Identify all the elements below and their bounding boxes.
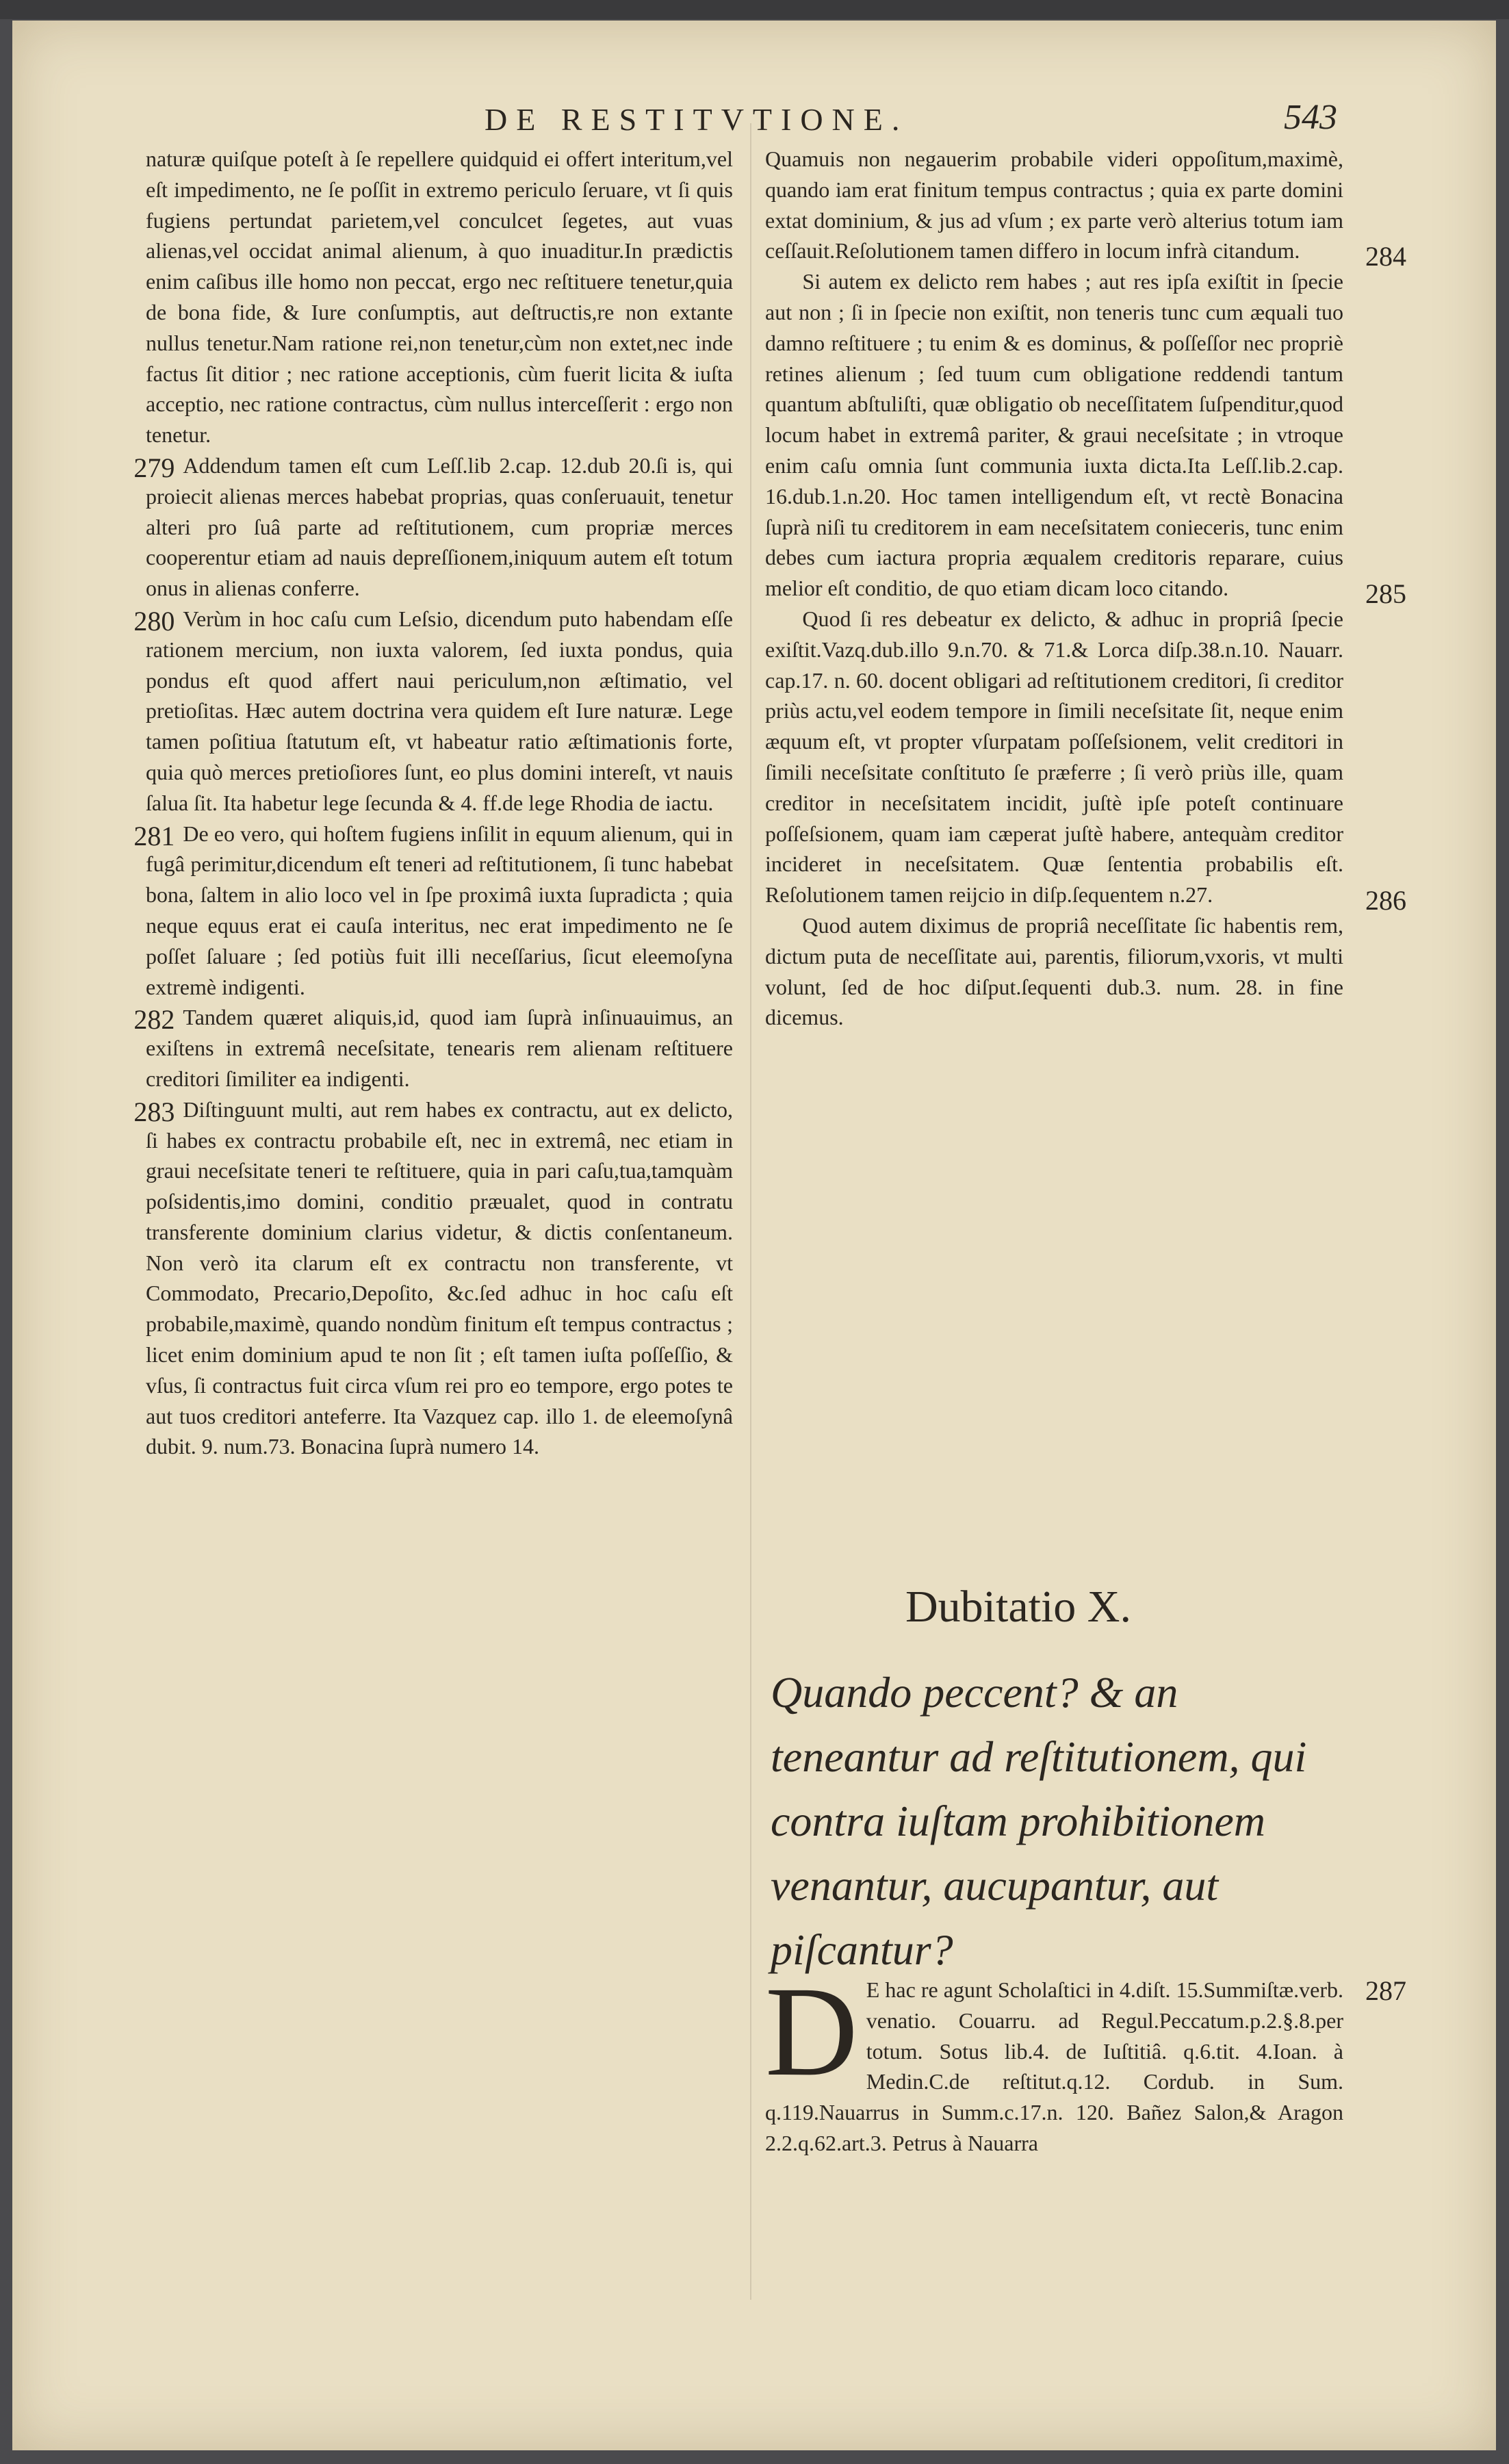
paragraph bbox=[133, 819, 733, 1003]
paragraph bbox=[765, 884, 1406, 1033]
page-number: 543 bbox=[1284, 98, 1337, 137]
paragraph-text: De eo vero, qui hoſtem fugiens inſilit in equum alienum, qui in fugâ perimitur,dicendum eſt teneri ad reſtitutionem, ſi tunc habebat bona, ſaltem in alio loco vel in ſpe proximâ iuxta ſupradicta ; quia neque equus erat ei cauſa interitus, nec erat impedimento ne ſe poſſet ſaluare ; ſed potiùs fuit illi neceſſarius, ſicut eleemoſyna extremè indigenti. bbox=[146, 821, 733, 999]
paragraph-text: E hac re agunt Scholaſtici in 4.diſt. 15.Summiſtæ.verb. venatio. Couarru. ad Regul.Peccatum.p.2.§.8.per totum. Sotus lib.4. de Iuſtitiâ. q.6.tit. 4.Ioan. à Medin.C.de reſtitut.q.12. Cordub. in Sum. q.119.Nauarrus in Summ.c.17.n. 120. Bañez Salon,& Aragon 2.2.q.62.art.3. Petrus à Nauarra bbox=[765, 1977, 1343, 2155]
margin-number: 282 bbox=[133, 1004, 175, 1036]
paragraph-text: Addendum tamen eſt cum Leſſ.lib 2.cap. 12.dub 20.ſi is, qui proiecit alienas merces habebat proprias, quas conſeruauit, tenetur alteri pro ſuâ parte ad reſtitutionem, cum propriæ merces cooperentur etiam ad nauis depreſſionem,iniquum autem eſt totum onus in alienas conferre. bbox=[146, 452, 733, 601]
paragraph bbox=[133, 450, 733, 604]
paragraph bbox=[146, 144, 733, 450]
right-column bbox=[765, 144, 1406, 1033]
paragraph-text: Quod autem diximus de propriâ neceſſitate ſic habentis rem, dictum puta de neceſſitate aui, parentis, filiorum,vxoris, vt multi volunt, ſed de hoc diſput.ſequenti dub.3. num. 28. in fine dicemus. bbox=[765, 912, 1343, 1030]
paragraph bbox=[133, 604, 733, 819]
margin-number: 280 bbox=[133, 605, 175, 637]
paragraph-text: Quamuis non negauerim probabile videri oppoſitum,maximè, quando iam erat finitum tempus contractus ; quia ex parte domini extat dominium, & jus ad vſum ; ex parte verò alterius totum iam ceſſauit.Reſolutionem tamen differo in locum infrà citandum. bbox=[765, 146, 1343, 264]
question-title: Quando peccent? & an teneantur ad reſtitutionem, qui contra iuſtam prohibitionem venantur, aucupantur, aut piſcantur? bbox=[771, 1668, 1307, 1974]
paragraph bbox=[765, 1960, 1406, 2159]
paragraph-text: naturæ quiſque poteſt à ſe repellere quidquid ei offert interitum,vel eſt impedimento, ne ſe poſſit in extremo periculo ſeruare, vt ſi quis fugiens pertundat parietem,vel conculcet ſegetes, aut vuas alienas,vel occidat animal alienum, à quo inuaditur.In prædictis enim caſibus ille homo non peccat, ergo nec reſtituere tenetur,quia de bona fide, & Iure conſumptis, aut deſtructis,re non extante nullus tenetur.Nam ratione rei,non tenetur,cùm non extet,nec inde factus ſit ditior ; nec ratione acceptionis, cùm fuerit licita & iuſta acceptio, nec ratione contractus, cùm nullus interceſſerit : ergo non tenetur. bbox=[146, 146, 733, 448]
running-title: DE RESTITVTIONE. bbox=[485, 102, 909, 137]
margin-number: 286 bbox=[1365, 884, 1406, 916]
paragraph-text: Si autem ex delicto rem habes ; aut res ipſa exiſtit in ſpecie aut non ; ſi in ſpecie non exiſtit, non teneris tunc cum æquali tuo damno reſtituere ; tu enim & es dominus, & poſſeſſor nec propriè retines alienum ; ſed tuum cum obligatione reddendi tantum quantum abſtuliſti, quæ obligatio ob neceſſitatem ſuſpenditur,quod locum habet in extremâ pariter, & graui neceſsitate ; in vtroque enim caſu omnia ſunt communia iuxta dicta.Ita Leſſ.lib.2.cap. 16.dub.1.n.20. Hoc tamen intelligendum eſt, vt rectè Bonacina ſuprà niſi tu creditorem in eam neceſsitatem conieceris, tunc enim debes cum iactura propria æqualem creditoris reparare, cuius melior eſt conditio, de quo etiam dicam loco citando. bbox=[765, 269, 1343, 601]
paragraph-text: Tandem quæret aliquis,id, quod iam ſuprà inſinuauimus, an exiſtens in extremâ neceſsitate, tenearis rem alienam reſtituere creditori ſimiliter ea indigenti. bbox=[146, 1005, 733, 1091]
section-heading: Dubitatio X. bbox=[905, 1582, 1131, 1632]
paragraph bbox=[765, 144, 1343, 266]
margin-number: 281 bbox=[133, 820, 175, 851]
left-column bbox=[133, 144, 733, 1462]
book-page bbox=[12, 21, 1496, 2450]
margin-number: 284 bbox=[1365, 241, 1406, 272]
paragraph-text: Quod ſi res debeatur ex delicto, & adhuc in propriâ ſpecie exiſtit.Vazq.dub.illo 9.n.70. & 71.& Lorca diſp.38.n.10. Nauarr. cap.17. n. 60. docent obligari ad reſtitutionem creditori, ſi creditor priùs actu,vel eodem tempore in ſimili neceſsitate ſit, neque enim æquum eſt, vt propter vſurpatam poſſeſsionem, velit creditori in ſimili neceſsitate conſtituto ſe præferre ; ſi verò priùs ille, quam creditor in neceſsitatem incidit, juſtè ipſe poteſt continuare poſſeſsionem, quam iam cæperat juſtè habere, antequàm creditor incideret in neceſsitatem. Quæ ſententia probabilis eſt. Reſolutionem tamen reijcio in diſp.ſequentem n.27. bbox=[765, 606, 1343, 908]
paragraph bbox=[133, 1094, 733, 1463]
paragraph-text: Verùm in hoc caſu cum Leſsio, dicendum puto habendam eſſe rationem mercium, non iuxta valorem, ſed iuxta pondus, quia pondus eſt quod affert naui periculum,non æſtimatio, vel pretioſitas. Hæc autem doctrina vera quidem eſt Iure naturæ. Lege tamen poſitiua ſtatutum eſt, vt habeatur ratio æſtimationis forte, quia quò merces pretioſiores ſunt, eo plus domini intereſt, vt nauis ſalua ſit. Ita habetur lege ſecunda & 4. ff.de lege Rhodia de iactu. bbox=[146, 606, 733, 815]
column-gutter bbox=[750, 123, 751, 2300]
drop-cap: D bbox=[765, 1960, 858, 2103]
margin-number: 283 bbox=[133, 1096, 175, 1127]
scan-top-bar bbox=[0, 0, 1509, 19]
margin-number: 285 bbox=[1365, 578, 1406, 609]
paragraph-text: Diſtinguunt multi, aut rem habes ex contractu, aut ex delicto, ſi habes ex contractu probabile eſt, nec in extremâ, nec etiam in graui neceſsitate teneri te reſtituere, quia in pari caſu,tua,tamquàm poſsidentis,imo domini, conditio præualet, quod in contratu transferente dominium clarius videtur, & dictis conſentaneum. Non verò ita clarum eſt ex contractu non transferente, vt Commodato, Precario,Depoſito, &c.ſed adhuc in hoc caſu eſt probabile,maximè, quando nondùm finitum eſt tempus contractus ; licet enim dominium apud te non ſit ; eſt tamen iuſta poſſeſſio, & vſus, ſi contractus fuit circa vſum rei pro eo tempore, ergo potes te aut tuos creditori anteferre. Ita Vazquez cap. illo 1. de eleemoſynâ dubit. 9. num.73. Bonacina ſuprà numero 14. bbox=[146, 1096, 733, 1459]
margin-number: 287 bbox=[1365, 1975, 1406, 2006]
paragraph bbox=[133, 1002, 733, 1094]
margin-number: 279 bbox=[133, 452, 175, 483]
